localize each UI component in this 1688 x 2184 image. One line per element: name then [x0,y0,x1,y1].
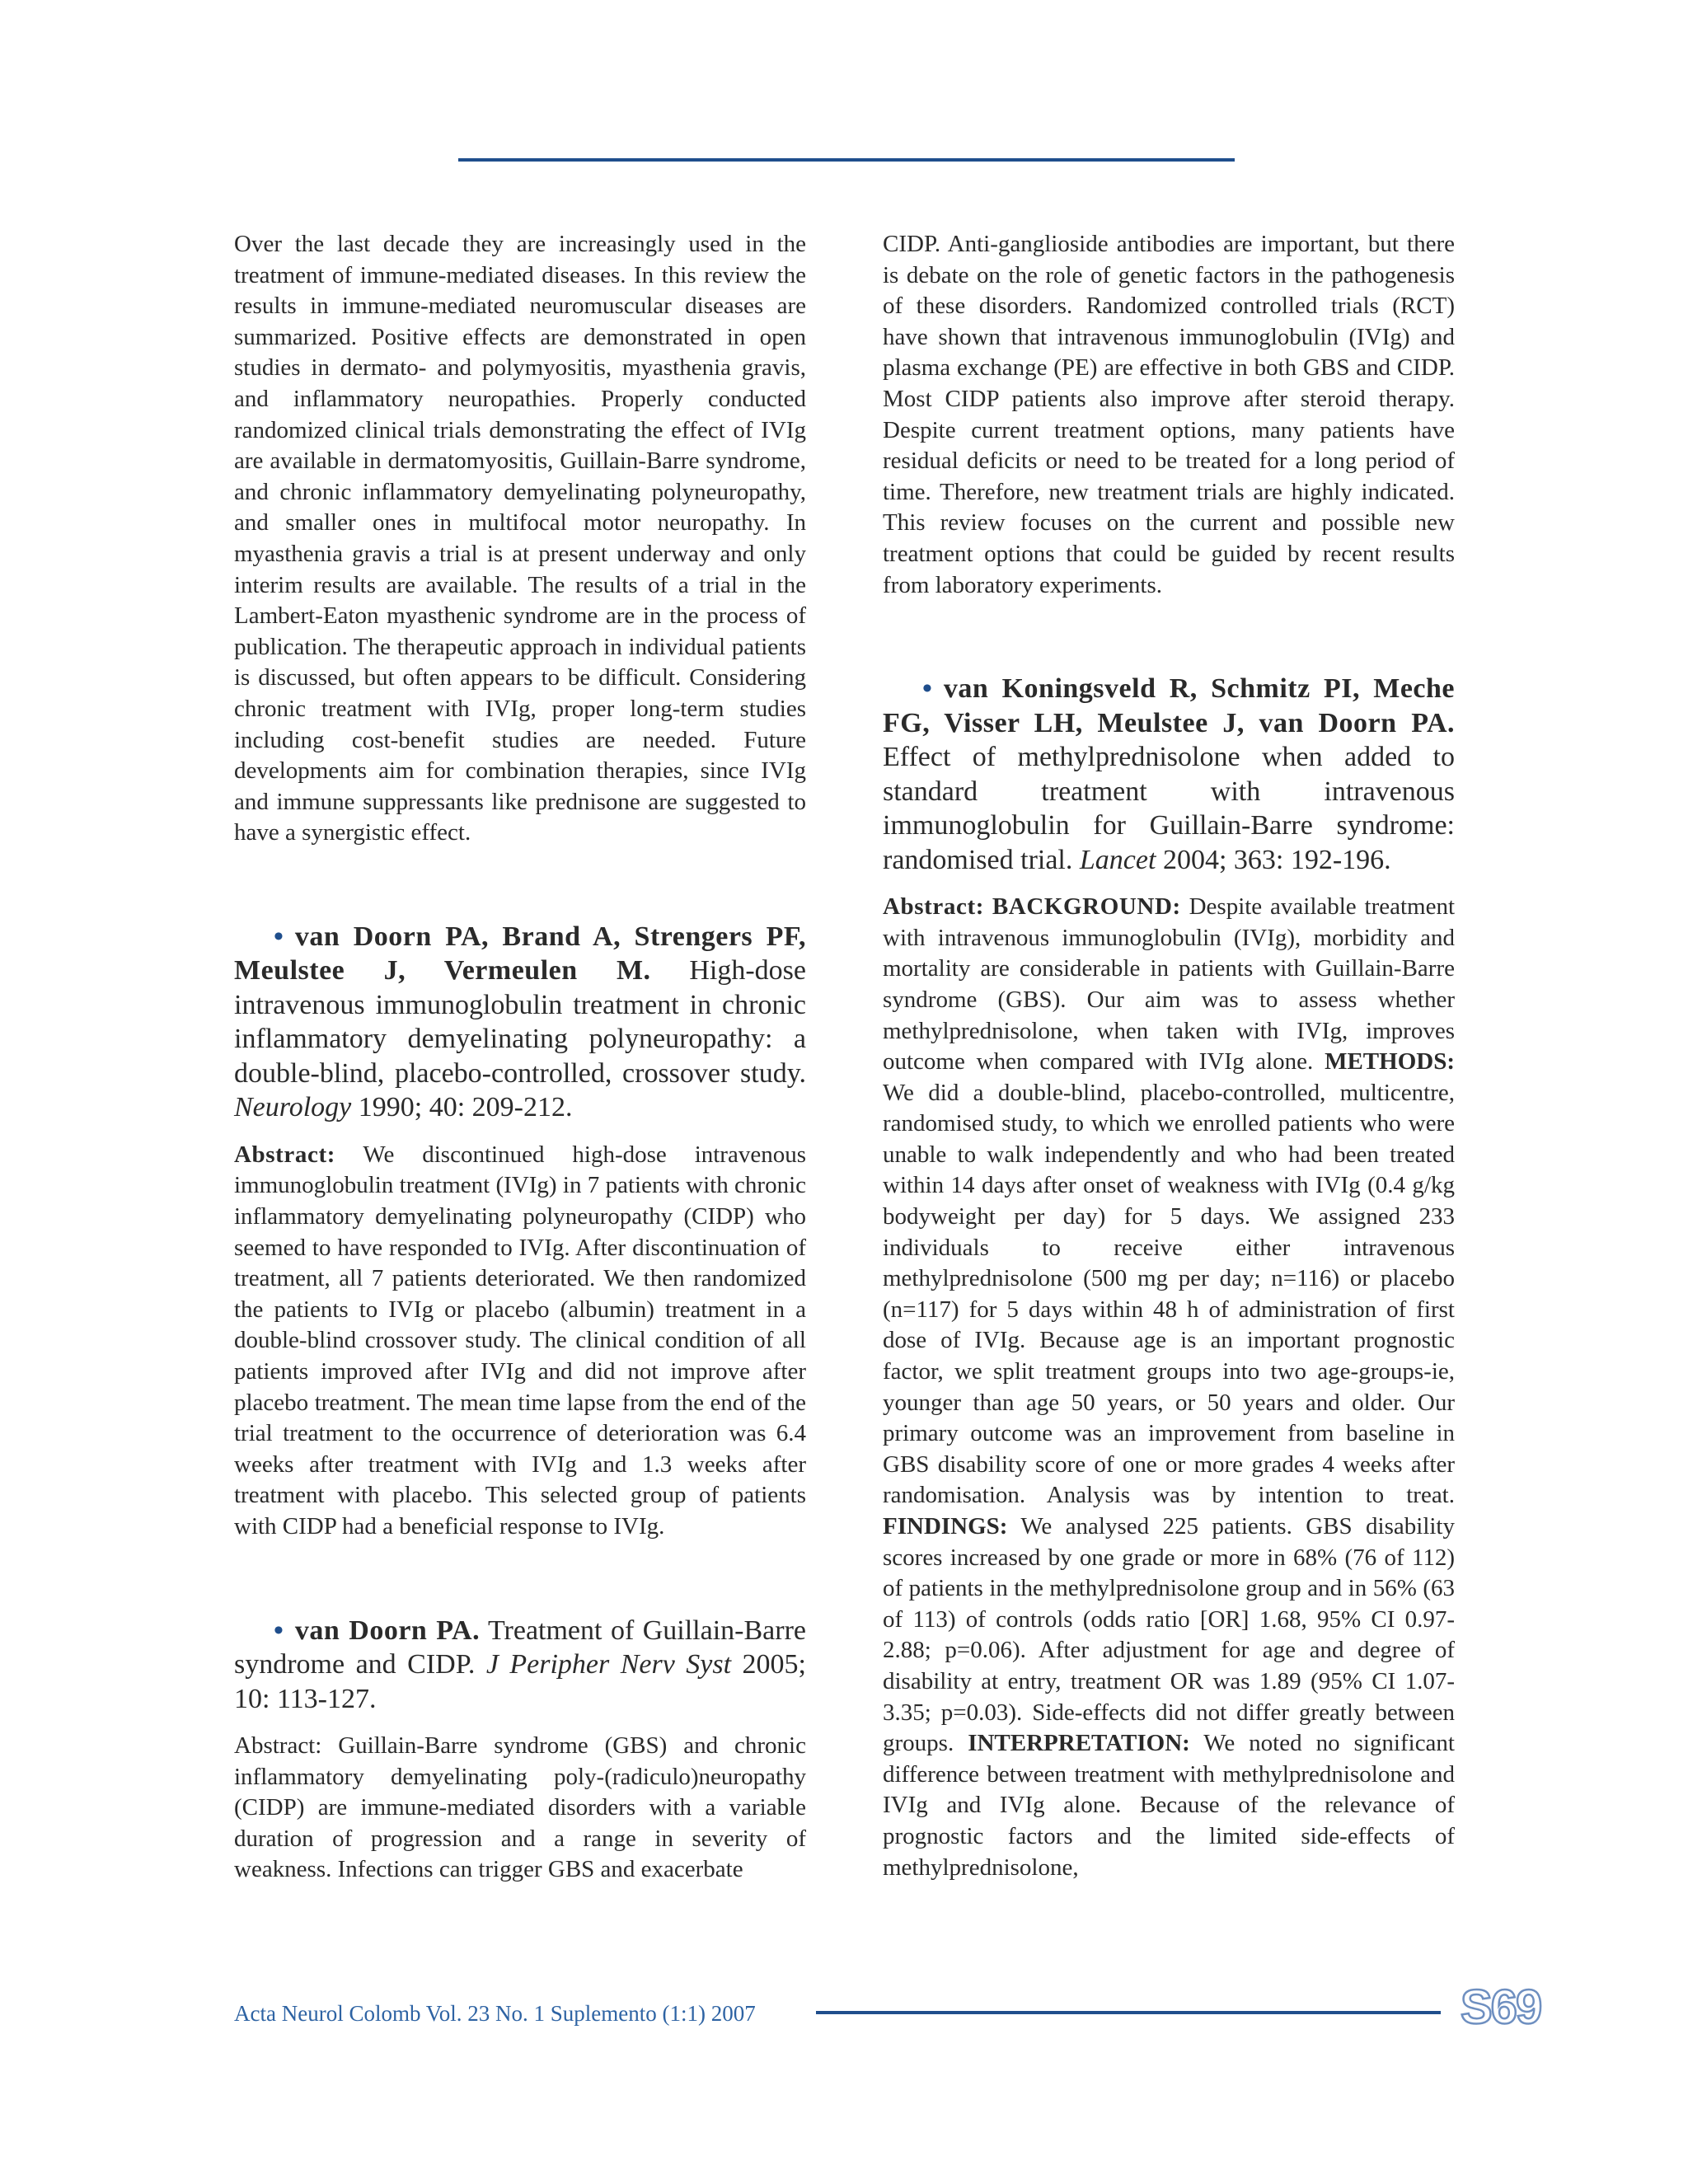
bullet-icon: • [274,921,284,952]
interpretation-label: INTERPRETATION: [968,1730,1190,1757]
abstract-continuation: CIDP. Anti-ganglioside antibodies are important, but there is debate on the role of genetic factors in the pathogenesis of these disorders. Randomized controlled trials (RCT) have shown that intravenous immunoglobulin (IVIg) and plasma exchange (PE) are effective in both GBS and CIDP. Most CIDP patients also improve after steroid therapy. Despite current treatment options, many patients have residual deficits or need to be treated for a long period of time. Therefore, new treatment trials are highly indicated. This review focuses on the current and possible new treatment options that could be guided by recent results from laboratory experiments. [883,231,1455,598]
abstract-van-doorn-1990 [234,1140,806,1543]
abstract-text: We discontinued high-dose intravenous immunoglobulin treatment (IVIg) in 7 patients with chronic inflammatory demyelinating polyneuropathy (CIDP) who seemed to have responded to IVIg. After discontinuation of treatment, all 7 patients deteriorated. We then randomized the patients to IVIg or placebo (albumin) treatment in a double-blind crossover study. The clinical condition of all patients improved after IVIg and did not improve after placebo treatment. The mean time lapse from the end of the trial treatment to the occurrence of deterioration was 6.4 weeks after treatment with IVIg and 1.3 weeks after treatment with placebo. This selected group of patients with CIDP had a beneficial response to IVIg. [234,1141,806,1540]
ref-title: High-dose intravenous immunoglobulin treatment in chronic inflammatory demyelinating polyneuropathy: a double-blind, placebo-controlled, crossover study. [234,955,806,1089]
reference-van-koningsveld-2004 [883,672,1455,877]
ref-citation: 2004; 363: 192-196. [1156,844,1391,875]
bullet-icon: • [274,1615,284,1646]
reference-van-doorn-2005 [234,1614,806,1717]
findings-text: We analysed 225 patients. GBS disability scores increased by one grade or more in 68% (76 of 112) of patients in the methylprednisolone group and in 56% (63 of 113) of controls (odds ratio [OR] 1.68, 95% CI 0.97-2.88; p=0.06). After adjustment for age and degree of disability at entry, treatment OR was 1.89 (95% CI 1.07-3.35; p=0.03). Side-effects did not differ greatly between groups. [883,1513,1455,1757]
right-column [883,229,1455,1883]
ref-title: Effect of methylprednisolone when added to standard treatment with intravenous immunoglobulin for Guillain-Barre syndrome: randomised trial. [883,742,1455,875]
ref-citation: 2005; 10: 113-127. [234,1649,806,1714]
abstract-van-doorn-2005: Abstract: Guillain-Barre syndrome (GBS) and chronic inflammatory demyelinating poly-(radiculo)neuropathy (CIDP) are immune-mediated disorders with a variable duration of progression and a range in severity of weakness. Infections can trigger GBS and exacerbate [234,1732,806,1883]
abstract-label: Abstract: [234,1141,335,1168]
footer-rule [816,2011,1441,2014]
methods-text: We did a double-blind, placebo-controlled, multicentre, randomised study, to which we enrolled patients who were unable to walk independently and who had been treated within 14 days after onset of weakness with IVIg (0.4 g/kg bodyweight per day) for 5 days. We assigned 233 individuals to receive either intravenous methylprednisolone (500 mg per day; n=116) or placebo (n=117) for 5 days within 48 h of administration of first dose of IVIg. Because age is an important prognostic factor, we split treatment groups into two age-groups-ie, younger than age 50 years, or 50 years and older. Our primary outcome was an improvement from baseline in GBS disability score of one or more grades 4 weeks after randomisation. Analysis was by intention to treat. [883,1079,1455,1509]
ref-authors: van Doorn PA. [294,1615,481,1646]
ref-journal: Lancet [1079,844,1156,875]
footer-journal-citation: Acta Neurol Colomb Vol. 23 No. 1 Suplemento (1:1) 2007 [234,2001,756,2026]
interpretation-text: We noted no significant difference between treatment with methylprednisolone and IVIg and IVIg alone. Because of the relevance of prognostic factors and the limited side-effects of methylprednisolone, [883,1730,1455,1881]
ref-journal: Neurology [234,1092,352,1123]
methods-label: METHODS: [1325,1048,1455,1076]
left-column [234,229,806,1886]
ref-journal: J Peripher Nerv Syst [485,1649,732,1680]
bullet-icon: • [922,673,932,705]
ref-authors: van Koningsveld R, Schmitz PI, Meche FG, Visser LH, Meulstee J, van Doorn PA. [883,673,1455,738]
background-label: BACKGROUND: [992,893,1181,921]
background-text: Despite available treatment with intravenous immunoglobulin (IVIg), morbidity and mortality are considerable in patients with Guillain-Barre syndrome (GBS). Our aim was to assess whether methylprednisolone, when taken with IVIg, improves outcome when compared with IVIg alone. [883,893,1456,1076]
header-rule [458,158,1235,162]
findings-label: FINDINGS: [883,1513,1008,1540]
reference-van-doorn-1990 [234,920,806,1125]
abstract-van-koningsveld-2004 [883,892,1455,1883]
ref-title: Treatment of Guillain-Barre syndrome and CIDP. [234,1615,806,1680]
intro-abstract-continuation: Over the last decade they are increasingly used in the treatment of immune-mediated diseases. In this review the results in immune-mediated neuromuscular diseases are summarized. Positive effects are demonstrated in open studies in dermato- and polymyositis, myasthenia gravis, and inflammatory neuropathies. Properly conducted randomized clinical trials demonstrating the effect of IVIg are available in dermatomyositis, Guillain-Barre syndrome, and chronic inflammatory demyelinating polyneuropathy, and smaller ones in multifocal motor neuropathy. In myasthenia gravis a trial is at present underway and only interim results are available. The results of a trial in the Lambert-Eaton myasthenic syndrome are in the process of publication. The therapeutic approach in individual patients is discussed, but often appears to be difficult. Considering chronic treatment with IVIg, proper long-term studies including cost-benefit studies are needed. Future developments aim for combination therapies, since IVIg and immune suppressants like prednisone are suggested to have a synergistic effect. [234,231,806,846]
page-number: S69 [1461,1980,1541,2034]
ref-citation: 1990; 40: 209-212. [351,1092,573,1123]
ref-authors: van Doorn PA, Brand A, Strengers PF, Meulstee J, Vermeulen M. [234,921,806,987]
abstract-label: Abstract: [883,893,984,921]
